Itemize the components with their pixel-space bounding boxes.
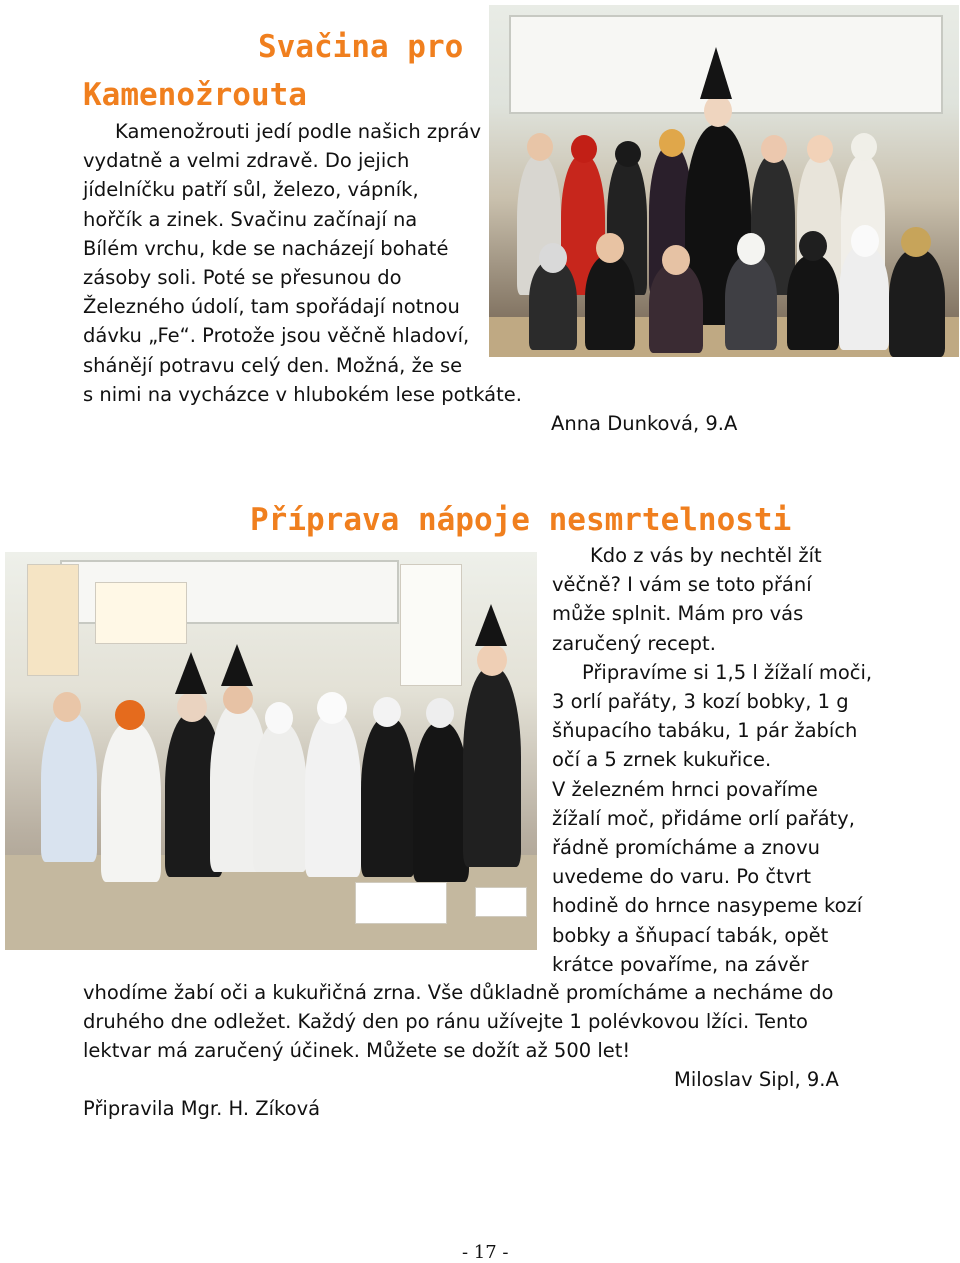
child-head (737, 233, 765, 265)
article2-line: druhého dne odležet. Každý den po ránu užívejte 1 polévkovou lžíci. Tento (83, 1010, 808, 1034)
pumpkin-mask (115, 700, 145, 730)
article1-line: jídelníčku patří sůl, železo, vápník, (83, 178, 419, 202)
child-head (615, 141, 641, 167)
article2-full-text (83, 978, 833, 1066)
child-head (177, 692, 207, 722)
teacher-head (704, 95, 732, 127)
child-figure (649, 263, 703, 353)
child-figure (305, 712, 361, 877)
article2-line: Kdo z vás by nechtěl žít (590, 544, 822, 567)
article1-title-line1: Svačina pro (258, 29, 464, 65)
article2-line: věčně? I vám se toto přání (552, 573, 812, 597)
article2-line: uvedeme do varu. Po čtvrt (552, 865, 811, 889)
child-figure (253, 722, 307, 872)
skull-mask (426, 698, 454, 728)
class-photo-ghosts (5, 552, 537, 950)
wall-poster (27, 564, 79, 676)
article1-line: s nimi na vycházce v hlubokém lese potkáte. (83, 382, 522, 406)
prepared-by: Připravila Mgr. H. Zíková (83, 1097, 321, 1120)
article1-title-line2: Kamenožrouta (83, 77, 307, 113)
paper-on-floor (355, 882, 447, 924)
witch-hat (175, 652, 207, 694)
ghost-mask (317, 692, 347, 724)
child-figure (839, 245, 889, 350)
article2-line: V železném hrnci povaříme (552, 777, 818, 801)
child-head (901, 227, 931, 257)
article1-line: vydatně a velmi zdravě. Do jejich (83, 149, 410, 173)
teacher-head (477, 644, 507, 676)
wall-poster (400, 564, 462, 686)
skull-mask (373, 697, 401, 727)
child-figure (101, 722, 161, 882)
child-figure (889, 249, 945, 357)
article2-line: očí a 5 zrnek kukuřice. (552, 748, 772, 772)
article1-author: Anna Dunková, 9.A (551, 412, 738, 435)
witch-hat (475, 604, 507, 646)
article2-title: Příprava nápoje nesmrtelnosti (250, 502, 792, 538)
child-head (527, 133, 553, 161)
article2-line: krátce povaříme, na závěr (552, 952, 809, 976)
article2-line: bobky a šňupací tabák, opět (552, 923, 829, 947)
article2-column-text (552, 541, 872, 979)
child-head (596, 233, 624, 263)
skeleton-costume (413, 722, 469, 882)
child-figure (41, 712, 97, 862)
ghost-mask (265, 702, 293, 734)
child-head (659, 129, 685, 157)
article1-line: dávku „Fe“. Protože jsou věčně hladoví, (83, 324, 470, 348)
child-head (662, 245, 690, 275)
article2-line: zaručený recept. (552, 631, 716, 655)
article2-author: Miloslav Sipl, 9.A (674, 1068, 839, 1091)
article2-line: řádně promícháme a znovu (552, 836, 821, 860)
child-head (851, 225, 879, 257)
article1-line: zásoby soli. Poté se přesunou do (83, 266, 402, 290)
article2-line: vhodíme žabí oči a kukuřičná zrna. Vše důkladně promícháme a necháme do (83, 981, 834, 1004)
child-figure (585, 255, 635, 350)
teacher-figure (463, 667, 521, 867)
child-head (807, 135, 833, 163)
page-number: - 17 - (462, 1242, 509, 1263)
article1-line: Železného údolí, tam spořádají notnou (83, 295, 460, 319)
child-head (761, 135, 787, 163)
article2-line: lektvar má zaručený účinek. Můžete se dožít až 500 let! (83, 1039, 631, 1063)
article2-line: Připravíme si 1,5 l žížalí moči, (582, 660, 873, 684)
witch-hat (221, 644, 253, 686)
paper-on-floor (475, 887, 527, 917)
article1-line: hořčík a zinek. Svačinu začínají na (83, 207, 418, 231)
article1-text (83, 117, 522, 409)
article2-line: 3 orlí pařáty, 3 kozí bobky, 1 g (552, 690, 849, 714)
article1-line: Bílém vrchu, kde se nacházejí bohaté (83, 236, 449, 260)
wall-poster (95, 582, 187, 644)
child-head (539, 243, 567, 273)
witch-hat (700, 47, 732, 99)
child-figure (529, 260, 577, 350)
article2-line: hodině do hrnce nasypeme kozí (552, 894, 863, 918)
article1-line: shánějí potravu celý den. Možná, že se (83, 353, 463, 377)
skeleton-costume (361, 717, 415, 877)
child-head (223, 684, 253, 714)
article2-line: žížalí moč, přidáme orlí pařáty, (552, 806, 855, 830)
child-figure (725, 255, 777, 350)
child-head (799, 231, 827, 261)
child-head (571, 135, 597, 163)
child-head (53, 692, 81, 722)
article2-line: může splnit. Mám pro vás (552, 602, 804, 626)
child-head (851, 133, 877, 161)
child-figure (787, 255, 839, 350)
article1-line: Kamenožrouti jedí podle našich zpráv (115, 120, 482, 143)
article2-line: šňupacího tabáku, 1 pár žabích (552, 719, 858, 743)
class-photo-witch (489, 5, 959, 357)
